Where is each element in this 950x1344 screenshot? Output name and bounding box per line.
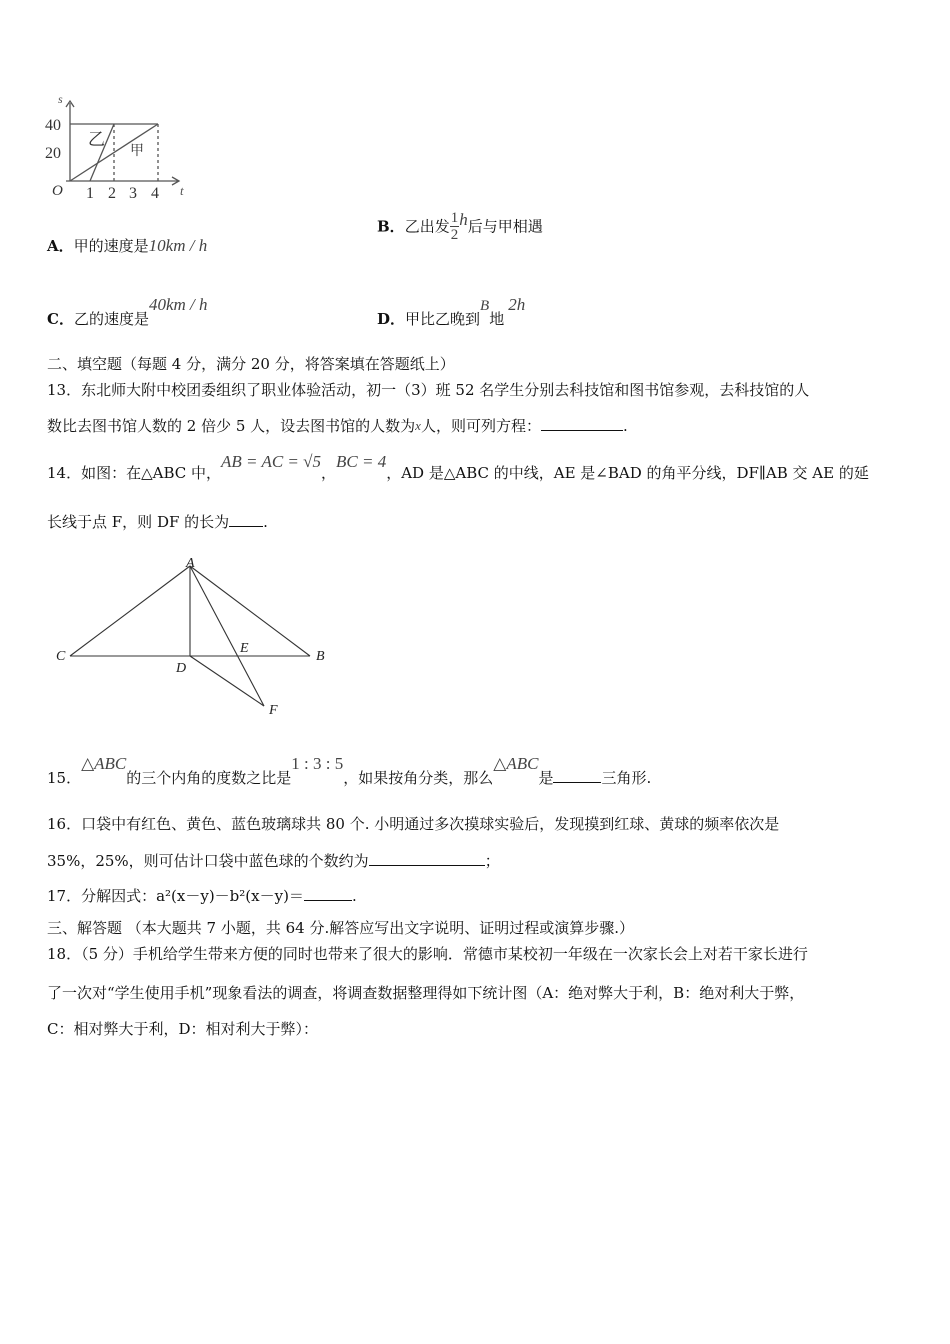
section-3-title: 三、解答题 （本大题共 7 小题，共 64 分.解答应写出文字说明、证明过程或演算步骤.） [47, 919, 635, 937]
q18-line1: 18．（5 分）手机给学生带来方便的同时也带来了很大的影响．常德市某校初一年级在一次家长会上对若干家长进行 [47, 945, 808, 963]
q18-line2: 了一次对“学生使用手机”现象看法的调查，将调查数据整理得如下统计图（A：绝对弊大于利，B：绝对利大于弊， [47, 984, 805, 1002]
segment-df [190, 656, 264, 706]
option-a: A．甲的速度是10km / h [47, 236, 208, 255]
q18-line3: C：相对弊大于利，D：相对利大于弊）： [47, 1020, 319, 1038]
x-tick-4: 4 [151, 185, 159, 202]
q16-line1: 16．口袋中有红色、黄色、蓝色玻璃球共 80 个. 小明通过多次摸球实验后，发现摸到红球、黄球的频率依次是 [47, 815, 780, 833]
q14-line1: 14．如图：在△ABC 中，AB = AC = √5，BC = 4，AD 是△ABC 的中线，AE 是∠BAD 的角平分线，DF∥AB 交 AE 的延 [47, 452, 869, 482]
label-jia: 甲 [130, 144, 144, 159]
segment-ab [190, 566, 310, 656]
origin-label: O [52, 183, 63, 199]
x-axis-label: t [180, 183, 184, 198]
q16-line2: 35%，25%，则可估计口袋中蓝色球的个数约为 ； [47, 852, 500, 870]
option-c: C．乙的速度是40km / h [47, 295, 208, 328]
distance-time-graph [40, 95, 190, 205]
x-tick-1: 1 [86, 185, 94, 202]
q15: 15．△ABC的三个内角的度数之比是1 : 3 : 5，如果按角分类，那么△ABC是 三角形. [47, 754, 652, 787]
q14-answer-blank [229, 512, 263, 527]
y-tick-40: 40 [45, 117, 61, 134]
y-tick-20: 20 [45, 145, 61, 162]
label-yi: 乙 [88, 130, 105, 149]
q17-answer-blank [304, 886, 352, 901]
point-a: A [186, 556, 195, 571]
q13-answer-blank [541, 416, 623, 431]
point-f: F [269, 703, 278, 718]
segment-af [190, 566, 264, 706]
y-axis-label: s [58, 95, 63, 106]
q17: 17．分解因式：a²(x－y)－b²(x－y)＝ . [47, 887, 357, 905]
x-tick-2: 2 [108, 185, 116, 202]
option-b: B．乙出发 $\frac{1}{2}$ h后与甲相遇 [377, 210, 543, 243]
section-2-title: 二、填空题（每题 4 分，满分 20 分，将答案填在答题纸上） [47, 355, 455, 373]
x-tick-3: 3 [129, 185, 137, 202]
q13-line1: 13．东北师大附中校团委组织了职业体验活动，初一（3）班 52 名学生分别去科技馆和图书馆参观，去科技馆的人 [47, 381, 810, 399]
point-b: B [316, 649, 325, 664]
point-e: E [240, 641, 249, 656]
q13-line2: 数比去图书馆人数的 2 倍少 5 人，设去图书馆的人数为x人，则可列方程： . [47, 417, 628, 435]
option-d: D．甲比乙晚到B地2h [377, 295, 526, 328]
q16-answer-blank [369, 851, 485, 866]
q15-answer-blank [553, 768, 601, 783]
q14-line2: 长线于点 F，则 DF 的长为 . [47, 513, 268, 531]
point-d: D [176, 661, 187, 676]
triangle-figure [50, 552, 340, 722]
segment-ca [70, 566, 190, 656]
point-c: C [56, 649, 66, 664]
